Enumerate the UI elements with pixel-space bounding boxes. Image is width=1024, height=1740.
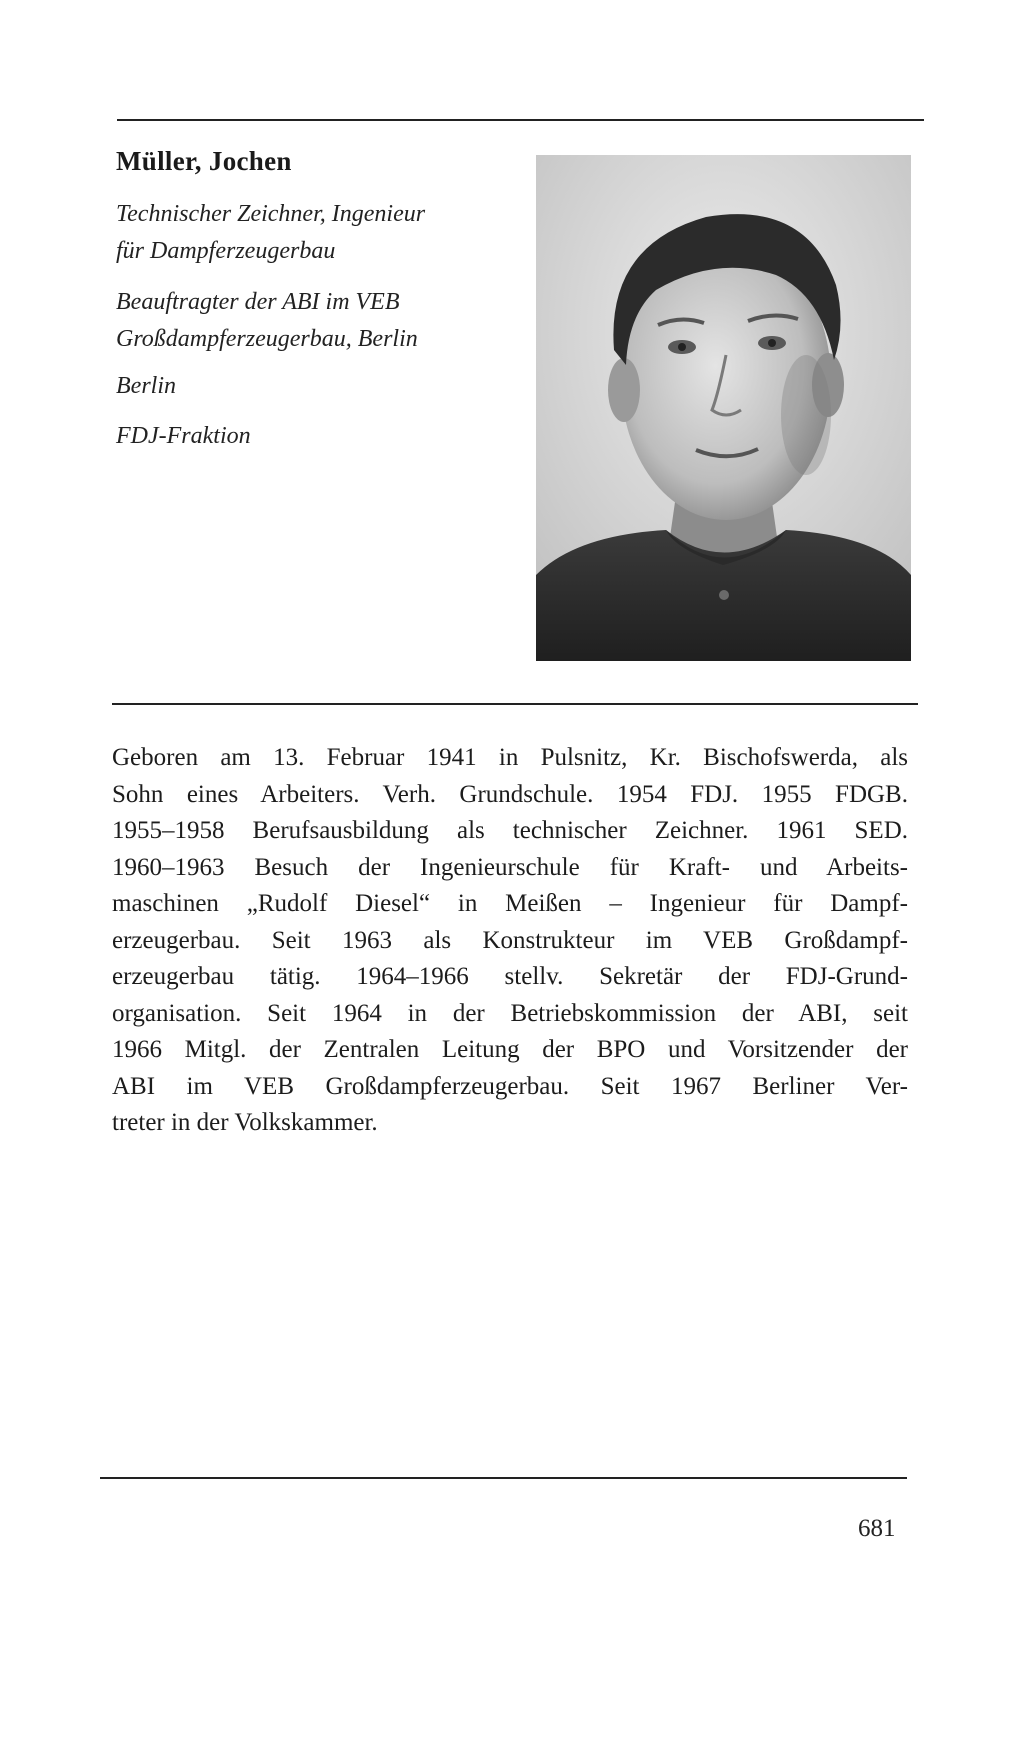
role xyxy=(116,284,418,358)
page-number: 681 xyxy=(858,1515,896,1542)
biography-line: ABI im VEB Großdampferzeugerbau. Seit 1967 Berliner Ver- xyxy=(112,1072,908,1100)
biography-line: erzeugerbau. Seit 1963 als Konstrukteur im VEB Großdampf- xyxy=(112,926,908,954)
portrait-photo xyxy=(536,155,911,661)
biography-line: 1960–1963 Besuch der Ingenieurschule für Kraft- und Arbeits- xyxy=(112,853,908,881)
role-line: Großdampferzeugerbau, Berlin xyxy=(116,326,418,352)
biography-line: maschinen „Rudolf Diesel“ in Meißen – Ingenieur für Dampf- xyxy=(112,890,908,917)
occupation-line: Technischer Zeichner, Ingenieur xyxy=(116,201,426,227)
faction-text: FDJ-Fraktion xyxy=(116,423,251,449)
biography-line: 1966 Mitgl. der Zentralen Leitung der BPO und Vorsitzender der xyxy=(112,1036,908,1063)
biography-line: Sohn eines Arbeiters. Verh. Grundschule. 1954 FDJ. 1955 FDGB. xyxy=(112,780,908,808)
entry-name: Müller, Jochen xyxy=(116,146,292,176)
middle-rule xyxy=(112,703,918,705)
biography-line: treter in der Volkskammer. xyxy=(112,1109,378,1136)
occupation-line: für Dampferzeugerbau xyxy=(116,238,336,264)
bottom-rule xyxy=(100,1477,907,1479)
biography-line: organisation. Seit 1964 in der Betriebskommission der ABI, seit xyxy=(112,999,908,1027)
biography xyxy=(112,740,908,1142)
top-rule xyxy=(117,119,924,121)
biography-line: 1955–1958 Berufsausbildung als technischer Zeichner. 1961 SED. xyxy=(112,817,908,844)
city xyxy=(116,368,176,405)
biography-line: erzeugerbau tätig. 1964–1966 stellv. Sekretär der FDJ-Grund- xyxy=(112,963,908,990)
faction xyxy=(116,418,251,455)
role-line: Beauftragter der ABI im VEB xyxy=(116,289,400,315)
biography-line: Geboren am 13. Februar 1941 in Pulsnitz, Kr. Bischofswerda, als xyxy=(112,744,908,771)
city-text: Berlin xyxy=(116,373,176,399)
occupation xyxy=(116,196,425,270)
